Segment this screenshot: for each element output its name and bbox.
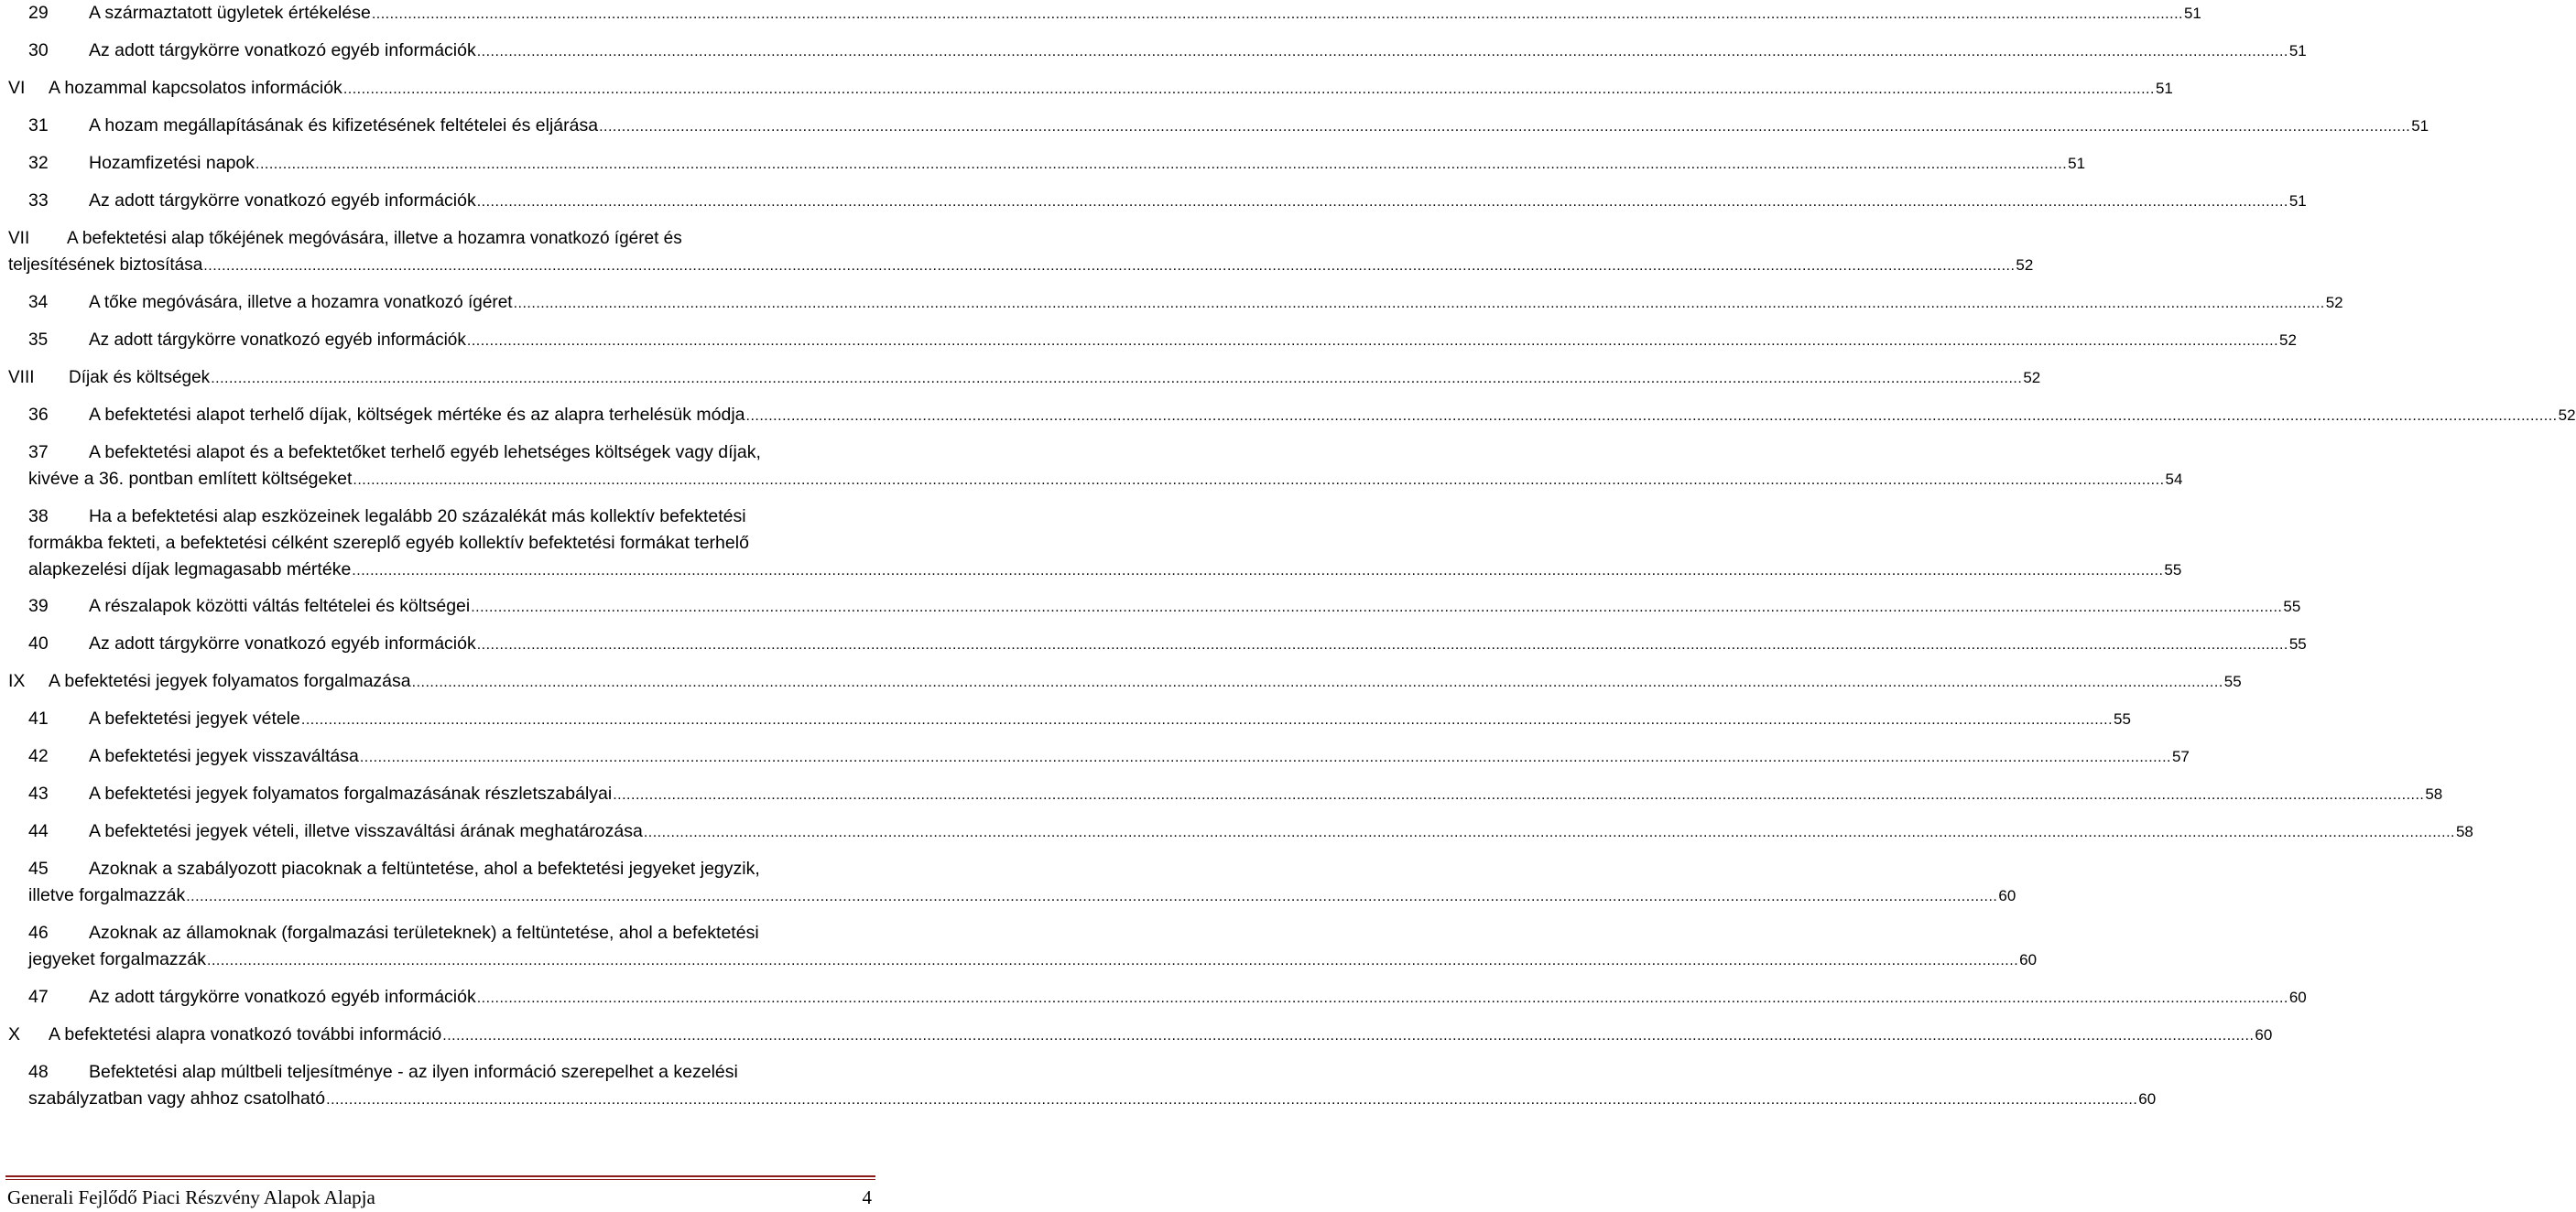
dot-leader: ................................................................................................................................................................................................................................................................................................................................................................................................................ bbox=[342, 81, 2155, 97]
toc-entry[interactable] bbox=[0, 327, 2297, 353]
toc-entry-title: Díjak és költségek bbox=[69, 368, 211, 387]
dot-leader: ................................................................................................................................................................................................................................................................................................................................................................................................................ bbox=[411, 675, 2223, 690]
toc-entry[interactable] bbox=[0, 706, 2131, 732]
toc-entry[interactable] bbox=[0, 1059, 2157, 1112]
dot-leader: ................................................................................................................................................................................................................................................................................................................................................................................................................ bbox=[476, 637, 2288, 653]
toc-entry-page: 57 bbox=[2171, 748, 2190, 765]
dot-leader: ................................................................................................................................................................................................................................................................................................................................................................................................................ bbox=[599, 119, 2411, 135]
toc-entry[interactable] bbox=[0, 188, 2307, 214]
toc-entry-title: A befektetési alapot terhelő díjak, költségek mértéke és az alapra terhelésük módja bbox=[89, 405, 745, 425]
dot-leader: ................................................................................................................................................................................................................................................................................................................................................................................................................ bbox=[476, 44, 2288, 60]
toc-entry-number: 33 bbox=[28, 190, 49, 211]
toc-entry-title: A származtatott ügyletek értékelése bbox=[89, 3, 371, 23]
toc-entry-title: Azoknak az államoknak (forgalmazási területeknek) a feltüntetése, ahol a befektetési bbox=[89, 923, 759, 943]
toc-entry[interactable] bbox=[0, 920, 2038, 973]
toc-entry[interactable] bbox=[0, 984, 2307, 1011]
dot-leader: ................................................................................................................................................................................................................................................................................................................................................................................................................ bbox=[207, 953, 2019, 969]
toc-entry-number: 32 bbox=[28, 153, 49, 173]
dot-leader: ................................................................................................................................................................................................................................................................................................................................................................................................................ bbox=[203, 258, 2016, 274]
toc-entry-number: 48 bbox=[28, 1062, 49, 1082]
toc-entry-title: teljesítésének biztosítása bbox=[8, 255, 203, 275]
dot-leader: ................................................................................................................................................................................................................................................................................................................................................................................................................ bbox=[476, 194, 2288, 210]
toc-entry-title: A befektetési alap tőkéjének megóvására, illetve a hozamra vonatkozó ígéret és bbox=[67, 229, 682, 248]
toc-entry-page: 52 bbox=[2279, 331, 2297, 349]
toc-entry-number: VII bbox=[8, 229, 30, 248]
dot-leader: ................................................................................................................................................................................................................................................................................................................................................................................................................ bbox=[476, 990, 2288, 1006]
toc-entry[interactable] bbox=[0, 1022, 2273, 1048]
toc-entry-title: A befektetési jegyek vételi, illetve visszaváltási árának meghatározása bbox=[89, 821, 643, 841]
toc-entry-page: 51 bbox=[2183, 5, 2201, 22]
dot-leader: ................................................................................................................................................................................................................................................................................................................................................................................................................ bbox=[513, 296, 2325, 311]
toc-entry-title: Az adott tárgykörre vonatkozó egyéb információk bbox=[89, 190, 476, 211]
toc-entry-page: 58 bbox=[2455, 823, 2473, 840]
toc-entry-number: 46 bbox=[28, 923, 49, 943]
footer-rule-thin bbox=[5, 1179, 875, 1180]
dot-leader: ................................................................................................................................................................................................................................................................................................................................................................................................................ bbox=[300, 712, 2114, 728]
footer-rule bbox=[5, 1175, 875, 1177]
toc-entry-page: 55 bbox=[2288, 635, 2307, 653]
dot-leader: ................................................................................................................................................................................................................................................................................................................................................................................................................ bbox=[211, 371, 2023, 386]
dot-leader: ................................................................................................................................................................................................................................................................................................................................................................................................................ bbox=[613, 787, 2425, 803]
dot-leader: ................................................................................................................................................................................................................................................................................................................................................................................................................ bbox=[353, 472, 2165, 488]
toc-entry-title: illetve forgalmazzák bbox=[28, 885, 186, 905]
toc-entry-number: 44 bbox=[28, 821, 49, 841]
toc-entry[interactable] bbox=[0, 289, 2343, 316]
toc-entry-page: 51 bbox=[2288, 192, 2307, 210]
toc-entry[interactable] bbox=[0, 0, 2201, 27]
toc-entry-title: alapkezelési díjak legmagasabb mértéke bbox=[28, 559, 352, 579]
dot-leader: ................................................................................................................................................................................................................................................................................................................................................................................................................ bbox=[466, 333, 2279, 349]
toc-entry-title: Hozamfizetési napok bbox=[89, 153, 255, 173]
toc-entry-title: A befektetési jegyek folyamatos forgalmazásának részletszabályai bbox=[89, 784, 613, 804]
toc-entry-title: A befektetési alapra vonatkozó további információ bbox=[49, 1024, 442, 1044]
toc-entry-title: Az adott tárgykörre vonatkozó egyéb információk bbox=[89, 330, 466, 350]
footer-document-title: Generali Fejlődő Piaci Részvény Alapok Alapja bbox=[7, 1186, 375, 1208]
toc-entry[interactable] bbox=[0, 781, 2443, 807]
toc-entry-number: 37 bbox=[28, 442, 49, 462]
toc-entry[interactable] bbox=[0, 225, 2034, 278]
toc-entry-page: 55 bbox=[2114, 710, 2131, 728]
toc-entry-number: 30 bbox=[28, 40, 49, 60]
toc-entry-title: A befektetési jegyek visszaváltása bbox=[89, 746, 359, 766]
toc-entry-page: 52 bbox=[2325, 294, 2343, 311]
footer-page-number: 4 bbox=[862, 1186, 872, 1208]
toc-entry-page: 60 bbox=[1998, 887, 2016, 904]
toc-entry-page: 51 bbox=[2288, 42, 2307, 60]
toc-entry[interactable] bbox=[0, 113, 2429, 139]
toc-entry-page: 51 bbox=[2068, 155, 2086, 172]
dot-leader: ................................................................................................................................................................................................................................................................................................................................................................................................................ bbox=[745, 408, 2558, 424]
toc-entry-title: Azoknak a szabályozott piacoknak a feltüntetése, ahol a befektetési jegyeket jegyzik, bbox=[89, 859, 760, 879]
toc-entry-title: szabályzatban vagy ahhoz csatolható bbox=[28, 1088, 326, 1109]
toc-entry[interactable] bbox=[0, 402, 2576, 428]
toc-entry-title: formákba fekteti, a befektetési célként szereplő egyéb kollektív befektetési formákat terhelő bbox=[28, 533, 749, 553]
toc-entry-page: 52 bbox=[2016, 256, 2034, 274]
dot-leader: ................................................................................................................................................................................................................................................................................................................................................................................................................ bbox=[371, 6, 2183, 22]
toc-entry-page: 58 bbox=[2425, 785, 2443, 803]
toc-entry-title: A tőke megóvására, illetve a hozamra vonatkozó ígéret bbox=[89, 293, 513, 312]
toc-entry-title: A befektetési alapot és a befektetőket terhelő egyéb lehetséges költségek vagy díjak, bbox=[89, 442, 761, 462]
toc-entry-title: A részalapok közötti váltás feltételei és költségei bbox=[89, 596, 471, 616]
dot-leader: ................................................................................................................................................................................................................................................................................................................................................................................................................ bbox=[471, 600, 2283, 615]
toc-entry-title: kivéve a 36. pontban említett költségeket bbox=[28, 469, 353, 489]
toc-entry-page: 51 bbox=[2155, 80, 2173, 97]
toc-entry-title: Befektetési alap múltbeli teljesítménye - az ilyen információ szerepelhet a kezelési bbox=[89, 1062, 738, 1082]
dot-leader: ................................................................................................................................................................................................................................................................................................................................................................................................................ bbox=[442, 1028, 2255, 1044]
toc-entry-number: 42 bbox=[28, 746, 49, 766]
dot-leader: ................................................................................................................................................................................................................................................................................................................................................................................................................ bbox=[255, 157, 2068, 172]
toc-entry-number: 41 bbox=[28, 709, 49, 729]
toc-entry-number: 34 bbox=[28, 293, 49, 312]
toc-entry[interactable] bbox=[0, 364, 2041, 391]
toc-entry-page: 55 bbox=[2164, 561, 2182, 579]
dot-leader: ................................................................................................................................................................................................................................................................................................................................................................................................................ bbox=[643, 825, 2455, 840]
toc-entry[interactable] bbox=[0, 743, 2190, 770]
toc-entry-title: Ha a befektetési alap eszközeinek legalább 20 százalékát más kollektív befektetési bbox=[89, 506, 746, 526]
toc-entry-title: Az adott tárgykörre vonatkozó egyéb információk bbox=[89, 987, 476, 1007]
toc-entry-number: IX bbox=[8, 671, 26, 691]
toc-entry-number: 47 bbox=[28, 987, 49, 1007]
toc-entry-title: A hozam megállapításának és kifizetésének feltételei és eljárása bbox=[89, 115, 599, 135]
toc-entry-number: X bbox=[8, 1024, 21, 1044]
dot-leader: ................................................................................................................................................................................................................................................................................................................................................................................................................ bbox=[186, 889, 1998, 904]
toc-entry-title: A befektetési jegyek folyamatos forgalmazása bbox=[49, 671, 411, 691]
toc-entry-page: 60 bbox=[2138, 1090, 2157, 1108]
toc-entry-title: A befektetési jegyek vétele bbox=[89, 709, 300, 729]
toc-entry[interactable] bbox=[0, 503, 2182, 583]
toc-entry-number: VIII bbox=[8, 368, 35, 387]
toc-entry-page: 55 bbox=[2223, 673, 2242, 690]
toc-entry-number: VI bbox=[8, 78, 26, 98]
dot-leader: ................................................................................................................................................................................................................................................................................................................................................................................................................ bbox=[359, 750, 2171, 765]
toc-entry[interactable] bbox=[0, 631, 2307, 657]
toc-entry-title: Az adott tárgykörre vonatkozó egyéb információk bbox=[89, 40, 476, 60]
toc-entry-number: 39 bbox=[28, 596, 49, 616]
toc-entry-title: Az adott tárgykörre vonatkozó egyéb információk bbox=[89, 633, 476, 654]
toc-entry-number: 36 bbox=[28, 405, 49, 425]
toc-entry-number: 40 bbox=[28, 633, 49, 654]
toc-entry-page: 60 bbox=[2255, 1026, 2273, 1044]
toc-entry-number: 29 bbox=[28, 3, 49, 23]
dot-leader: ................................................................................................................................................................................................................................................................................................................................................................................................................ bbox=[326, 1092, 2138, 1108]
toc-entry[interactable] bbox=[0, 150, 2086, 177]
toc-entry-page: 60 bbox=[2288, 989, 2307, 1006]
toc-entry[interactable] bbox=[0, 593, 2301, 620]
toc-entry-number: 43 bbox=[28, 784, 49, 804]
toc-entry-number: 45 bbox=[28, 859, 49, 879]
toc-entry[interactable] bbox=[0, 856, 2016, 909]
toc-entry-number: 38 bbox=[28, 506, 49, 526]
toc-entry-page: 52 bbox=[2023, 369, 2041, 386]
toc-entry-page: 52 bbox=[2558, 406, 2576, 424]
dot-leader: ................................................................................................................................................................................................................................................................................................................................................................................................................ bbox=[352, 563, 2164, 579]
toc-entry[interactable] bbox=[0, 668, 2242, 695]
toc-entry-page: 60 bbox=[2019, 951, 2038, 969]
toc-entry-number: 31 bbox=[28, 115, 49, 135]
toc-entry-title: jegyeket forgalmazzák bbox=[28, 949, 207, 969]
toc-entry-page: 55 bbox=[2283, 598, 2301, 615]
toc-entry[interactable] bbox=[0, 75, 2173, 102]
toc-entry[interactable] bbox=[0, 439, 2183, 492]
toc-entry[interactable] bbox=[0, 38, 2307, 64]
toc-entry-title: A hozammal kapcsolatos információk bbox=[49, 78, 342, 98]
toc-entry-page: 54 bbox=[2165, 471, 2183, 488]
toc-entry-number: 35 bbox=[28, 330, 49, 350]
toc-entry-page: 51 bbox=[2411, 117, 2429, 135]
toc-entry[interactable] bbox=[0, 818, 2473, 845]
